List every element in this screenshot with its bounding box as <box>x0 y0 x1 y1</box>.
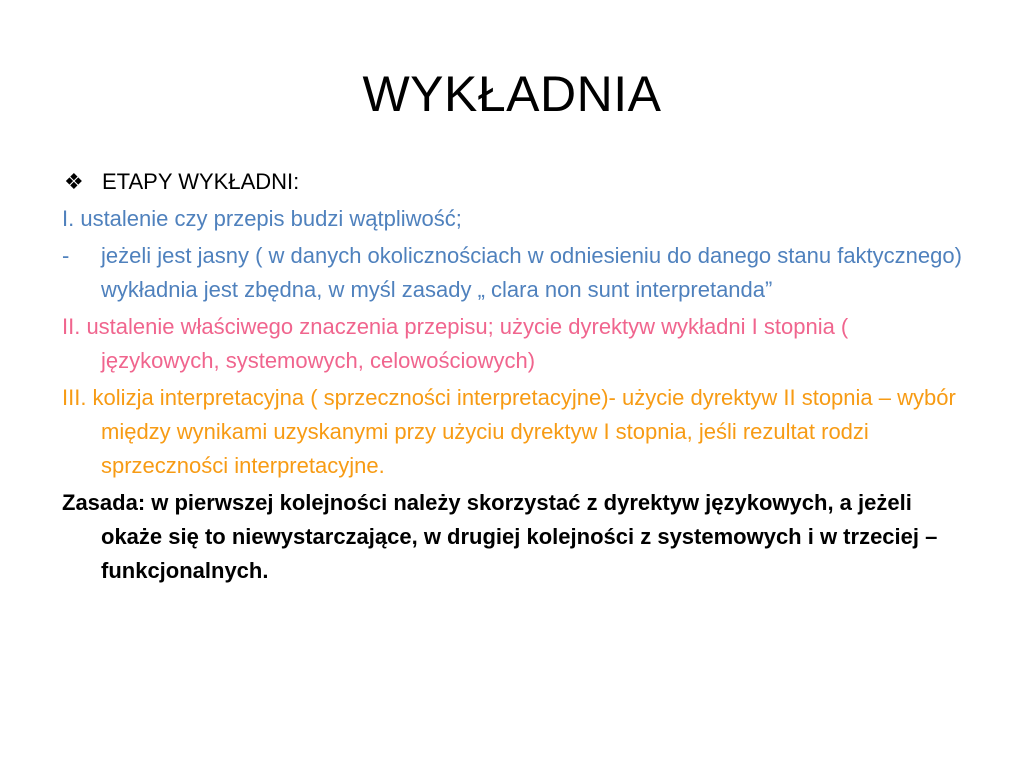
list-item-stage-2 <box>62 310 972 378</box>
list-item-stage-1-detail <box>62 239 972 307</box>
dash-marker: - <box>62 243 70 268</box>
list-item-stage-1 <box>62 202 972 236</box>
bullet-heading-text: ETAPY WYKŁADNI: <box>102 169 300 194</box>
list-item-stage-3 <box>62 381 972 483</box>
stage-3-text: III. kolizja interpretacyjna ( sprzeczności interpretacyjne)- użycie dyrektyw II stopnia – wybór między wynikami uzyskanymi przy użyciu dyrektyw I stopnia, jeśli rezultat rodzi sprzeczności interpretacyjne. <box>62 385 956 478</box>
stage-1-text: I. ustalenie czy przepis budzi wątpliwość; <box>62 206 462 231</box>
rule-text: Zasada: w pierwszej kolejności należy skorzystać z dyrektyw językowych, a jeżeli okaże się to niewystarczające, w drugiej kolejności z systemowych i w trzeciej – funkcjonalnych. <box>62 490 938 583</box>
stage-2-text: II. ustalenie właściwego znaczenia przepisu; użycie dyrektyw wykładni I stopnia ( językowych, systemowych, celowościowych) <box>62 314 849 373</box>
slide-content <box>62 165 972 591</box>
diamond-bullet-icon: ❖ <box>64 169 84 194</box>
bullet-heading <box>62 165 972 199</box>
stage-1-detail-text: jeżeli jest jasny ( w danych okolicznościach w odniesieniu do danego stanu faktycznego) wykładnia jest zbędna, w myśl zasady „ clara non sunt interpretanda” <box>101 243 962 302</box>
slide-title: WYKŁADNIA <box>362 66 662 122</box>
list-item-rule <box>62 486 972 588</box>
